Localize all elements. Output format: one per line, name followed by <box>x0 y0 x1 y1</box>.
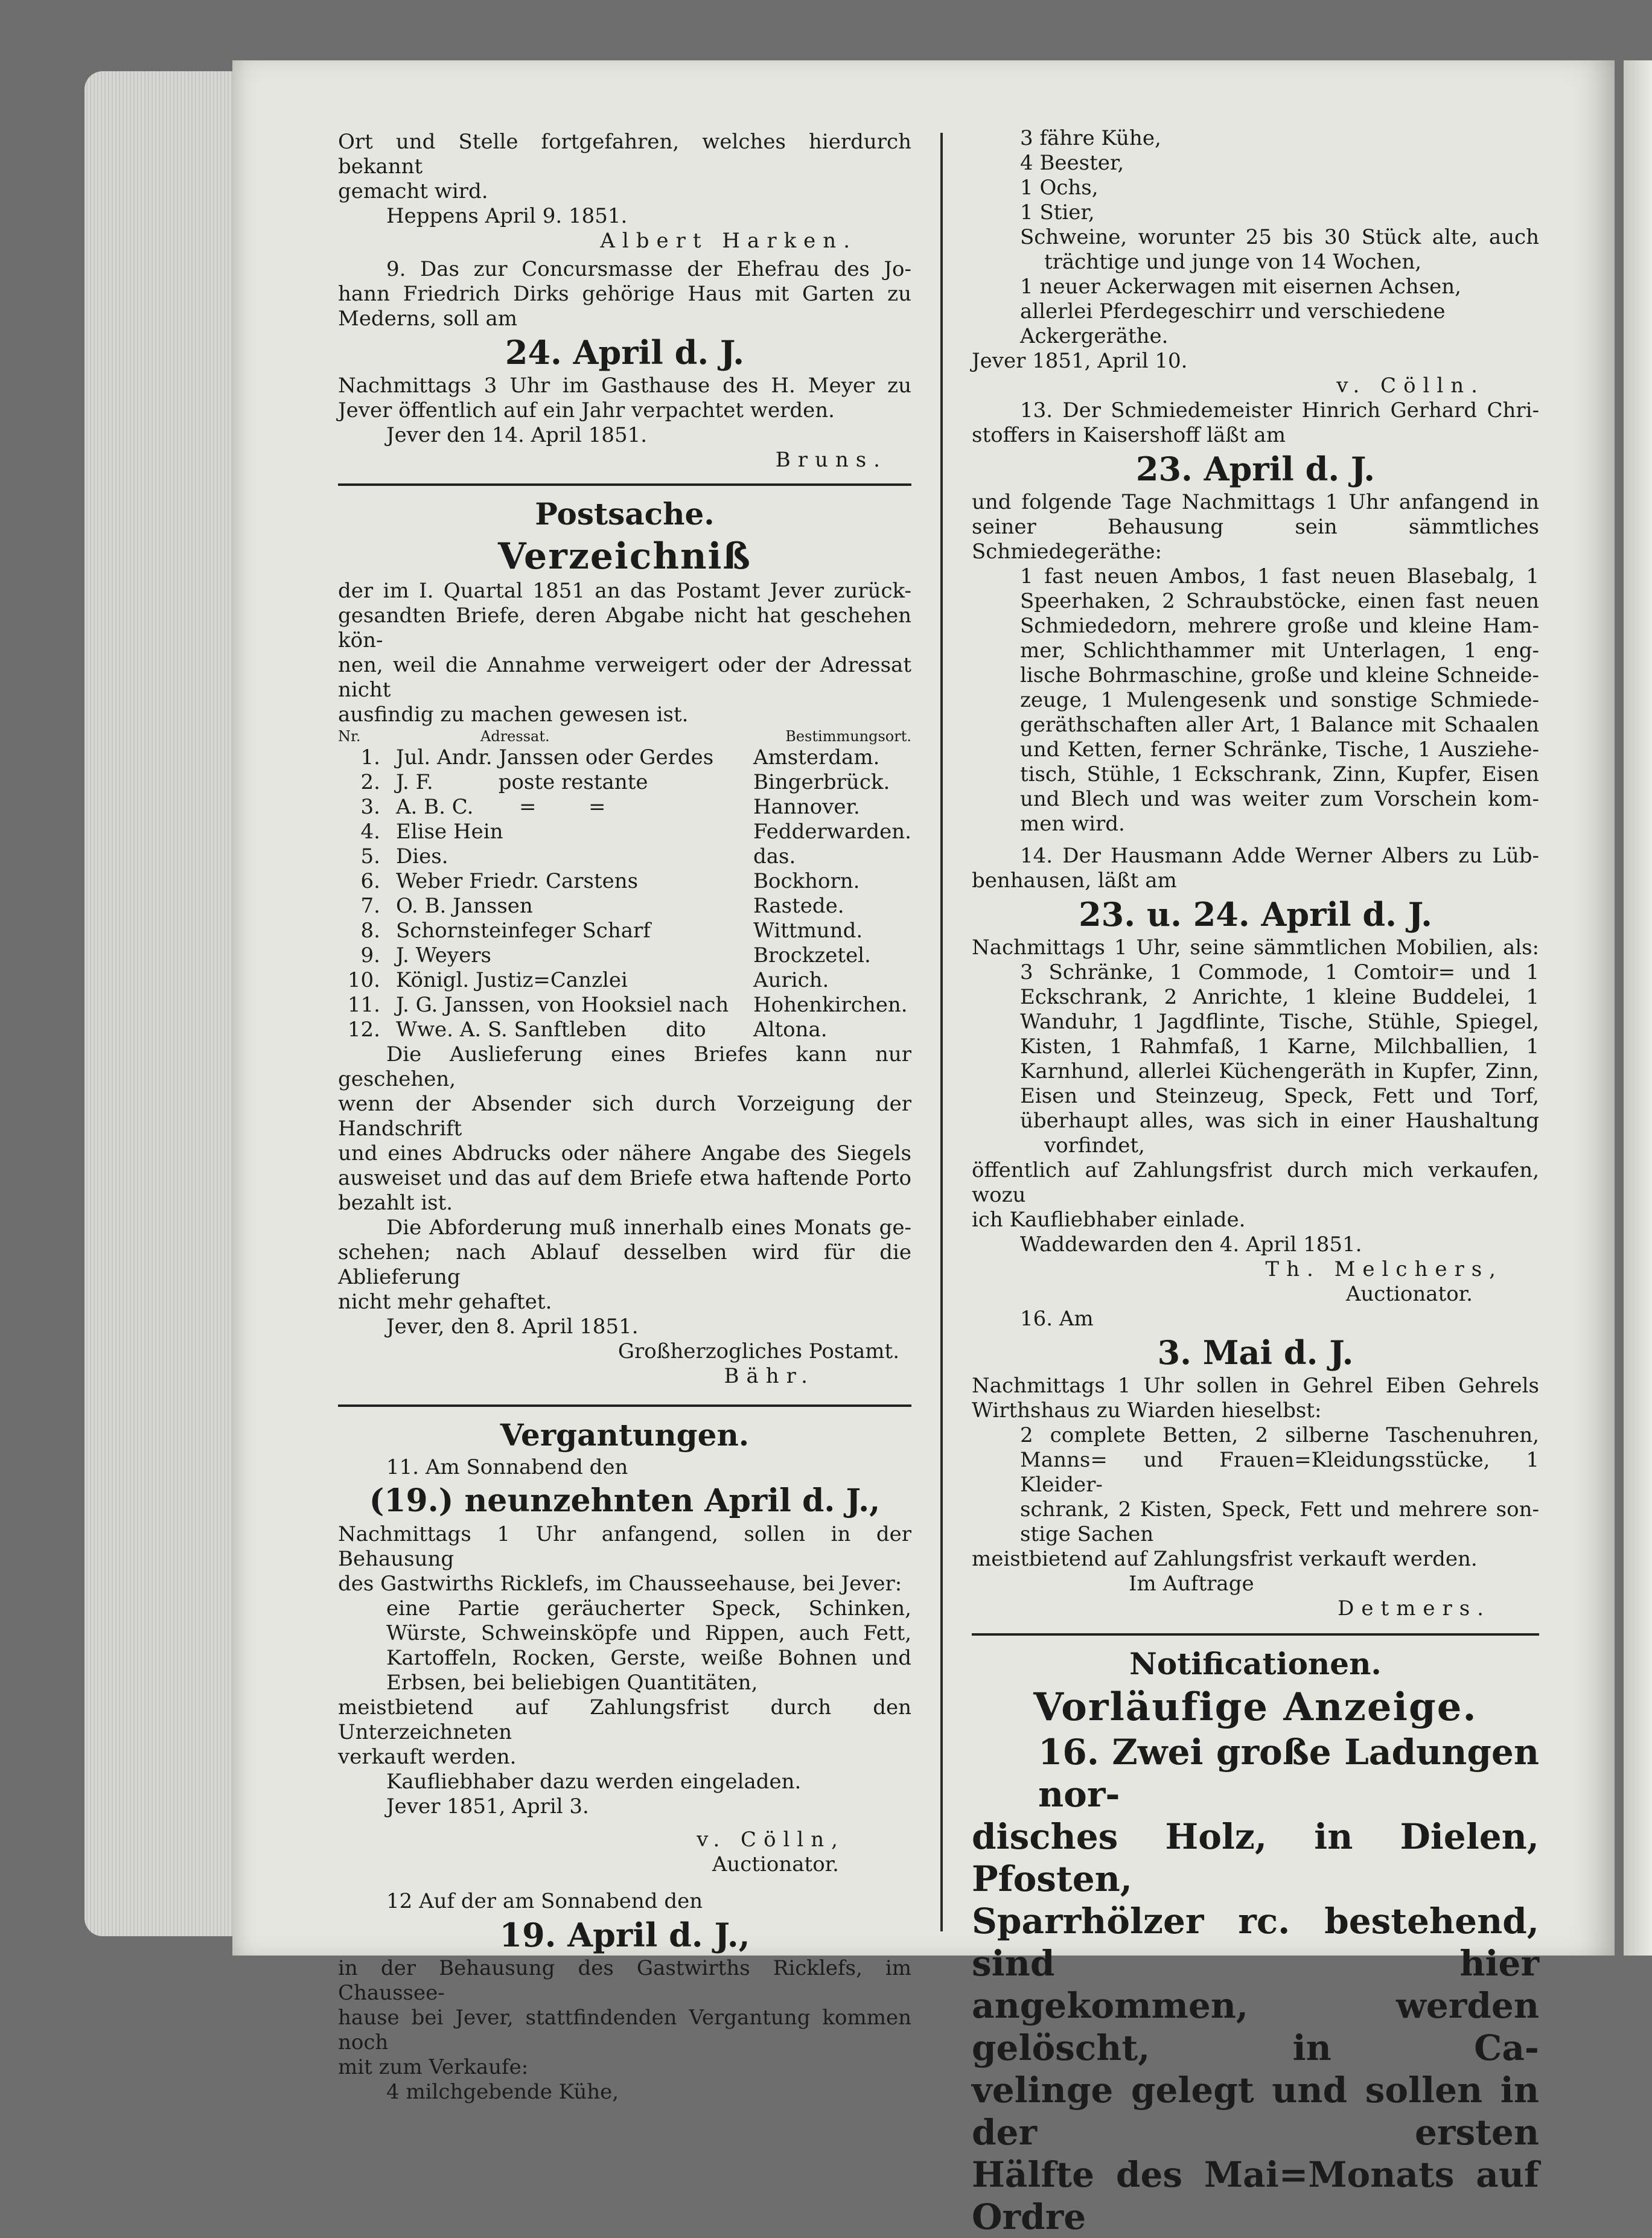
text-line: zeuge, 1 Mulengesenk und sonstige Schmiede- <box>1020 688 1539 712</box>
sale-date: 3. Mai d. J. <box>1157 1333 1354 1372</box>
notice-line: angekommen, werden gelöscht, in Ca- <box>972 1985 1539 2068</box>
row-addressee: Königl. Justiz=Canzlei <box>396 968 628 992</box>
table-row <box>338 770 911 795</box>
header-nr: Nr. <box>338 728 361 745</box>
text-line: und eines Abdrucks oder nähere Angabe des Siegels <box>338 1141 911 1165</box>
row-number: 10. <box>347 968 380 992</box>
text-line: Nachmittags 1 Uhr, seine sämmtlichen Mobilien, als: <box>972 936 1539 960</box>
row-destination: das. <box>753 844 796 869</box>
goods-line: 1 Stier, <box>1020 200 1095 225</box>
section-rule <box>972 1633 1539 1636</box>
text-line: Wirthshaus zu Wiarden hieselbst: <box>972 1398 1322 1423</box>
text-line: tisch, Stühle, 1 Eckschrank, Zinn, Kupfer, Eisen <box>1020 762 1539 786</box>
row-destination: Amsterdam. <box>753 745 880 770</box>
row-destination: Brockzetel. <box>753 943 871 968</box>
row-addressee: J. Weyers <box>396 943 491 968</box>
text-line: Karnhund, allerlei Küchengeräth in Kupfer, Zinn, <box>1020 1059 1539 1083</box>
table-row <box>338 1018 911 1042</box>
text-line: lische Bohrmaschine, große und kleine Schneide- <box>1020 663 1539 687</box>
signature-role: Auctionator. <box>1345 1282 1473 1306</box>
text-line: Mederns, soll am <box>338 307 518 331</box>
row-number: 12. <box>347 1018 380 1042</box>
text-line: Ort und Stelle fortgefahren, welches hierdurch bekannt <box>338 130 911 179</box>
place-date: Jever den 14. April 1851. <box>386 423 648 447</box>
row-destination: Bockhorn. <box>753 869 860 893</box>
row-destination: Fedderwarden. <box>753 820 911 844</box>
notice-line: 16. Zwei große Ladungen nor- <box>1038 1732 1539 1815</box>
row-addressee: J. F. poste restante <box>396 770 648 794</box>
table-row <box>338 745 911 770</box>
text-line: Schmiededorn, mehrere große und kleine Ham- <box>1020 614 1539 638</box>
text-line: und folgende Tage Nachmittags 1 Uhr anfangend in <box>972 490 1539 514</box>
row-destination: Rastede. <box>753 894 844 918</box>
row-destination: Hohenkirchen. <box>753 993 908 1017</box>
row-destination: Bingerbrück. <box>753 770 890 794</box>
text-line: vorfindet, <box>1044 1133 1145 1158</box>
goods-line: eine Partie geräucherter Speck, Schinken, <box>386 1596 911 1621</box>
row-number: 3. <box>360 795 380 819</box>
row-addressee: Weber Friedr. Carstens <box>396 869 639 893</box>
notice-title: Verzeichniß <box>497 535 752 578</box>
text-line: verkauft werden. <box>338 1745 517 1769</box>
notice-line: Sparrhölzer rc. bestehend, sind hier <box>972 1901 1539 1984</box>
place-date: Heppens April 9. 1851. <box>386 204 628 228</box>
goods-line: 4 Beester, <box>1020 151 1124 175</box>
table-row <box>338 844 911 869</box>
sale-date: 19. April d. J., <box>499 1916 750 1954</box>
sale-date: 23. April d. J. <box>1135 450 1376 488</box>
goods-line: Schweine, worunter 25 bis 30 Stück alte, auch <box>1020 225 1539 249</box>
text-line: stoffers in Kaisershoff läßt am <box>972 423 1286 447</box>
text-line: meistbietend auf Zahlungsfrist durch den Unterzeichneten <box>338 1695 911 1744</box>
row-destination: Altona. <box>753 1018 828 1042</box>
post-office: Großherzogliches Postamt. <box>617 1339 899 1363</box>
section-heading: Postsache. <box>535 496 715 532</box>
row-number: 9. <box>360 943 380 968</box>
goods-line: Manns= und Frauen=Kleidungsstücke, 1 Kleider- <box>1020 1448 1539 1497</box>
table-row <box>338 820 911 844</box>
goods-line: allerlei Pferdegeschirr und verschiedene Ackergeräthe. <box>1020 299 1446 348</box>
section-heading: Vergantungen. <box>500 1417 750 1453</box>
text-line: Die Auslieferung eines Briefes kann nur geschehen, <box>338 1042 911 1091</box>
text-line: Eisen und Steinzeug, Speck, Fett und Torf, <box>1020 1084 1539 1108</box>
text-line: überhaupt alles, was sich in einer Haushaltung <box>1020 1109 1539 1133</box>
text-line: Im Auftrage <box>1129 1572 1254 1596</box>
text-line: hann Friedrich Dirks gehörige Haus mit Garten zu <box>338 282 911 306</box>
text-line: Nachmittags 3 Uhr im Gasthause des H. Meyer zu <box>338 374 911 398</box>
left-column <box>338 130 911 2105</box>
row-destination: Hannover. <box>753 795 860 819</box>
row-addressee: O. B. Janssen <box>396 894 533 918</box>
row-addressee: Elise Hein <box>396 820 503 844</box>
place-date: Jever, den 8. April 1851. <box>386 1315 639 1339</box>
text-line: meistbietend auf Zahlungsfrist verkauft werden. <box>972 1547 1478 1571</box>
text-line: 1 fast neuen Ambos, 1 fast neuen Blasebalg, 1 <box>1020 564 1539 588</box>
row-addressee: A. B. C. = = <box>396 795 606 819</box>
text-line: Wanduhr, 1 Jagdflinte, Tische, Stühle, Spiegel, <box>1020 1010 1539 1034</box>
text-line: nen, weil die Annahme verweigert oder der Adressat nicht <box>338 653 911 702</box>
goods-line: 2 complete Betten, 2 silberne Taschenuhren, <box>1020 1423 1539 1447</box>
signature: Bruns. <box>775 448 887 472</box>
goods-line: 3 fähre Kühe, <box>1020 126 1161 150</box>
row-number: 1. <box>360 745 380 770</box>
signature: Detmers. <box>1338 1596 1491 1621</box>
letter-table <box>338 727 911 1042</box>
row-number: 4. <box>360 820 380 844</box>
column-divider <box>940 133 943 1931</box>
sale-date: (19.) neunzehnten April d. J., <box>369 1482 881 1519</box>
row-number: 2. <box>360 770 380 794</box>
row-number: 5. <box>360 844 380 869</box>
table-row <box>338 943 911 968</box>
text-line: 14. Der Hausmann Adde Werner Albers zu Lüb- <box>1020 844 1539 868</box>
text-line: Die Abforderung muß innerhalb eines Monats ge- <box>386 1216 911 1240</box>
text-line: Nachmittags 1 Uhr sollen in Gehrel Eiben Gehrels <box>972 1374 1539 1398</box>
table-row <box>338 919 911 943</box>
section-rule <box>338 1404 911 1407</box>
section-heading: Notificationen. <box>1129 1646 1382 1682</box>
goods-line: 1 Ochs, <box>1020 176 1099 200</box>
text-line: gesandten Briefe, deren Abgabe nicht hat geschehen kön- <box>338 604 911 652</box>
text-line: Nachmittags 1 Uhr anfangend, sollen in der Behausung <box>338 1522 911 1571</box>
goods-line: stige Sachen <box>1020 1522 1154 1546</box>
signature: v. Cölln. <box>1336 374 1485 398</box>
text-line: und Ketten, ferner Schränke, Tische, 1 Ausziehe- <box>1020 738 1539 762</box>
place-date: Waddewarden den 4. April 1851. <box>1020 1232 1362 1257</box>
notice-line: velinge gelegt und sollen in der ersten <box>972 2070 1539 2153</box>
text-line: Jever öffentlich auf ein Jahr verpachtet werden. <box>338 398 835 422</box>
sale-date: 23. u. 24. April d. J. <box>1079 895 1432 934</box>
text-line: der im I. Quartal 1851 an das Postamt Jever zurück- <box>338 579 911 603</box>
text-line: 3 Schränke, 1 Commode, 1 Comtoir= und 1 <box>1020 960 1539 984</box>
goods-line: Kartoffeln, Rocken, Gerste, weiße Bohnen und <box>386 1646 911 1670</box>
header-addressee: Adressat. <box>480 728 550 745</box>
goods-line: 1 neuer Ackerwagen mit eisernen Achsen, <box>1020 275 1461 299</box>
goods-line: Würste, Schweinsköpfe und Rippen, auch Fett, <box>386 1621 911 1645</box>
text-line: seiner Behausung sein sämmtliches Schmiedegeräthe: <box>972 515 1539 564</box>
text-line: 11. Am Sonnabend den <box>386 1455 628 1479</box>
row-destination: Aurich. <box>753 968 829 992</box>
text-line: schehen; nach Ablauf desselben wird für die Ablieferung <box>338 1240 911 1289</box>
text-line: Kisten, 1 Rahmfaß, 1 Karne, Milchballien, 1 <box>1020 1035 1539 1059</box>
book-edge <box>85 71 235 1936</box>
goods-list <box>972 126 1539 349</box>
text-line: Eckschrank, 2 Anrichte, 1 kleine Buddelei, 1 <box>1020 985 1539 1009</box>
row-destination: Wittmund. <box>753 919 863 943</box>
signature-role: Auctionator. <box>712 1852 839 1876</box>
text-line: ich Kaufliebhaber einlade. <box>972 1208 1246 1232</box>
row-addressee: Wwe. A. S. Sanftleben dito <box>396 1018 706 1042</box>
goods-line: Erbsen, bei beliebigen Quantitäten, <box>386 1671 758 1695</box>
row-number: 11. <box>347 993 380 1017</box>
text-line: gemacht wird. <box>338 179 488 203</box>
section-rule <box>338 483 911 486</box>
text-line: Kaufliebhaber dazu werden eingeladen. <box>386 1770 802 1794</box>
next-page-edge <box>1624 60 1652 1956</box>
table-header <box>338 727 911 745</box>
row-addressee: Schornsteinfeger Scharf <box>396 919 651 943</box>
row-number: 8. <box>360 919 380 943</box>
notice-line: Hälfte des Mai=Monats auf Ordre <box>972 2154 1539 2237</box>
row-number: 7. <box>360 894 380 918</box>
right-column <box>972 126 1539 2238</box>
text-line: in der Behausung des Gastwirths Ricklefs, im Chaussee- <box>338 1956 911 2005</box>
signature: Albert Harken. <box>600 229 857 253</box>
notice-title: Vorläufige Anzeige. <box>1033 1685 1478 1730</box>
place-date: Jever 1851, April 3. <box>386 1794 589 1819</box>
goods-line: 4 milchgebende Kühe, <box>386 2080 619 2104</box>
text-line: bezahlt ist. <box>338 1191 453 1215</box>
notice-line: disches Holz, in Dielen, Pfosten, <box>972 1816 1539 1899</box>
sale-date: 24. April d. J. <box>505 333 745 372</box>
text-line: hause bei Jever, stattfindenden Vergantung kommen noch <box>338 2006 911 2055</box>
header-destination: Bestimmungsort. <box>785 728 911 745</box>
text-line: nicht mehr gehaftet. <box>338 1290 552 1314</box>
text-line: 13. Der Schmiedemeister Hinrich Gerhard Chri- <box>1020 398 1539 422</box>
table-row <box>338 968 911 993</box>
text-line: öffentlich auf Zahlungsfrist durch mich verkaufen, wozu <box>972 1158 1539 1207</box>
text-line: des Gastwirths Ricklefs, im Chausseehause, bei Jever: <box>338 1572 902 1596</box>
text-line: wenn der Absender sich durch Vorzeigung der Handschrift <box>338 1092 911 1141</box>
signature: v. Cölln, <box>697 1828 845 1852</box>
table-row <box>338 993 911 1018</box>
row-number: 6. <box>360 869 380 893</box>
text-line: 16. Am <box>1020 1307 1094 1331</box>
text-line: mit zum Verkaufe: <box>338 2055 529 2079</box>
row-addressee: J. G. Janssen, von Hooksiel nach <box>396 993 729 1017</box>
goods-line: schrank, 2 Kisten, Speck, Fett und mehrere son- <box>1020 1497 1539 1522</box>
signature: Bähr. <box>724 1364 815 1388</box>
table-row <box>338 869 911 894</box>
text-line: und Blech und was weiter zum Vorschein kom- <box>1020 787 1539 811</box>
row-addressee: Jul. Andr. Janssen oder Gerdes <box>396 745 714 770</box>
text-line: 12 Auf der am Sonnabend den <box>386 1889 703 1913</box>
table-row <box>338 894 911 919</box>
text-line: men wird. <box>1020 812 1125 836</box>
text-line: Speerhaken, 2 Schraubstöcke, einen fast neuen <box>1020 589 1539 613</box>
goods-line: trächtige und junge von 14 Wochen, <box>1044 250 1422 274</box>
text-line: benhausen, läßt am <box>972 869 1177 893</box>
row-addressee: Dies. <box>396 844 448 869</box>
signature: Th. Melchers, <box>1265 1257 1503 1281</box>
text-line: ausweiset und das auf dem Briefe etwa haftende Porto <box>338 1166 911 1190</box>
text-line: 9. Das zur Concursmasse der Ehefrau des Jo- <box>386 257 911 281</box>
text-line: geräthschaften aller Art, 1 Balance mit Schaalen <box>1020 713 1539 737</box>
text-line: ausfindig zu machen gewesen ist. <box>338 703 689 727</box>
text-line: mer, Schlichthammer mit Unterlagen, 1 eng- <box>1020 639 1539 663</box>
table-row <box>338 795 911 820</box>
place-date: Jever 1851, April 10. <box>972 349 1188 373</box>
